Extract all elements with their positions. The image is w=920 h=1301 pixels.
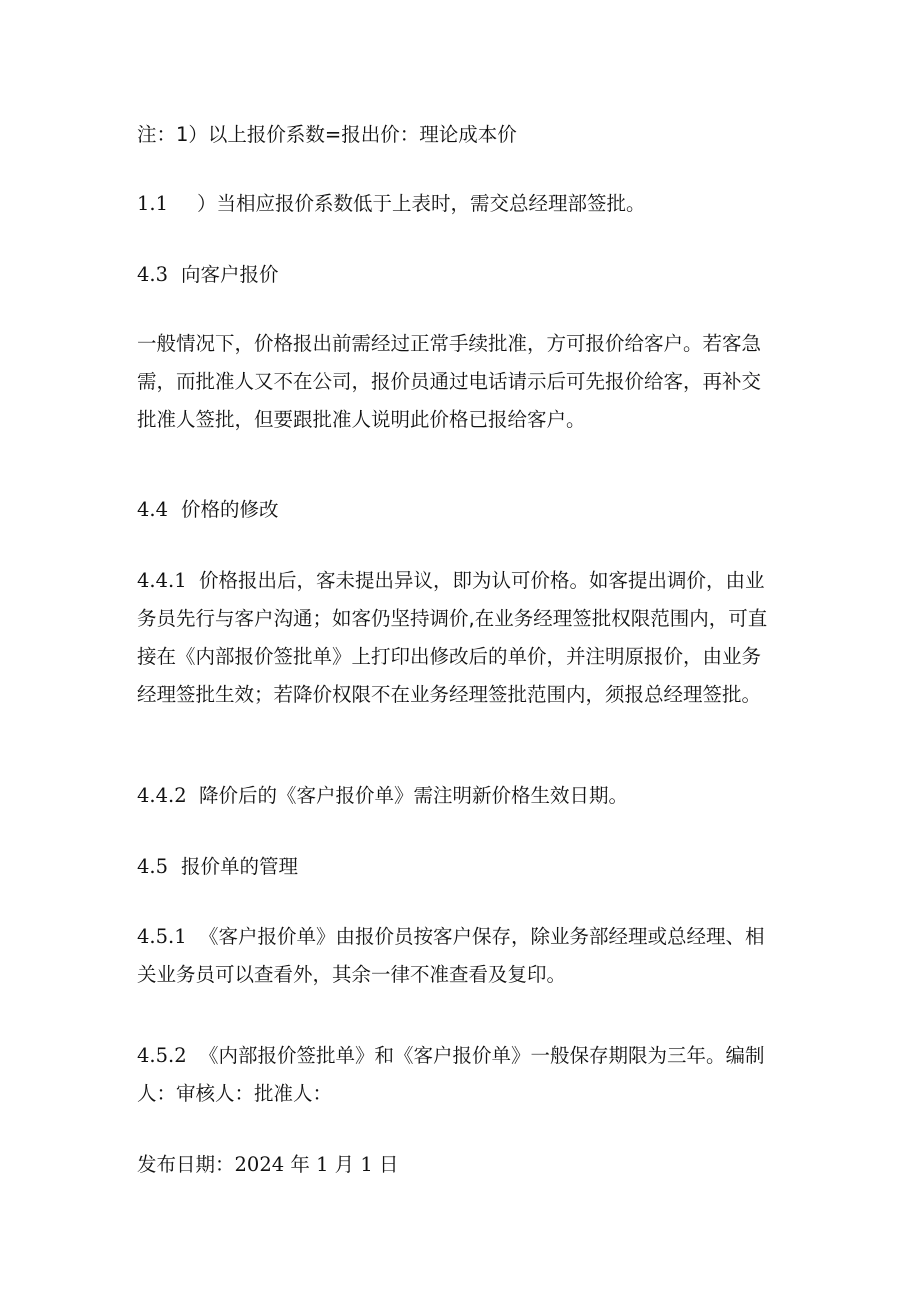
paragraph-4-5-2: [137, 1037, 787, 1113]
paragraph-line: 接在《内部报价签批单》上打印出修改后的单价，并注明原报价，由业务: [137, 645, 762, 668]
section-heading-4-4: [137, 491, 787, 529]
section-number: 4.5: [137, 855, 169, 878]
item-text: ）当相应报价系数低于上表时，需交总经理部签批。: [197, 192, 646, 215]
section-title: 价格的修改: [181, 498, 279, 521]
paragraph-line: [137, 918, 787, 956]
note-text: 注：1）以上报价系数=报出价：理论成本价: [137, 123, 517, 146]
signature-line: 人：审核人：批准人：: [137, 1082, 333, 1105]
paragraph-line: 关业务员可以查看外，其余一律不准查看及复印。: [137, 963, 567, 986]
publish-day: 1: [360, 1153, 373, 1176]
section-number: 4.3: [137, 263, 169, 286]
section-heading-4-5: [137, 848, 787, 886]
month-unit: 月: [328, 1153, 361, 1176]
section-number: 4.4: [137, 498, 169, 521]
publish-date: [137, 1146, 787, 1184]
paragraph-text: 价格报出后，客未提出异议，即为认可价格。如客提出调价，由业: [199, 569, 765, 592]
publish-month: 1: [316, 1153, 329, 1176]
paragraph-line: 一般情况下，价格报出前需经过正常手续批准，方可报价给客户。若客急: [137, 332, 762, 355]
paragraph-line: [137, 1037, 787, 1075]
paragraph-line: 经理签批生效；若降价权限不在业务经理签批范围内，须报总经理签批。: [137, 683, 762, 706]
paragraph-line: [137, 562, 787, 600]
paragraph-4-5-1: [137, 918, 787, 994]
section-heading-4-3: [137, 256, 787, 294]
item-1-1: [137, 185, 787, 223]
paragraph-line: 批准人签批，但要跟批准人说明此价格已报给客户。: [137, 408, 586, 431]
section-title: 向客户报价: [181, 263, 279, 286]
section-title: 报价单的管理: [181, 855, 299, 878]
clause-number: 4.4.2: [137, 784, 187, 807]
clause-number: 4.5.2: [137, 1044, 187, 1067]
note-line: [137, 116, 787, 154]
item-number: 1.1: [137, 192, 169, 215]
clause-number: 4.5.1: [137, 925, 187, 948]
clause-number: 4.4.1: [137, 569, 187, 592]
publish-date-label: 发布日期：: [137, 1153, 235, 1176]
paragraph-4-3: [137, 325, 787, 439]
paragraph-text: 《客户报价单》由报价员按客户保存，除业务部经理或总经理、相: [199, 925, 765, 948]
day-unit: 日: [372, 1153, 399, 1176]
paragraph-text: 《内部报价签批单》和《客户报价单》一般保存期限为三年。编制: [199, 1044, 765, 1067]
publish-year: 2024: [234, 1153, 285, 1176]
paragraph-4-4-1: [137, 562, 787, 714]
paragraph-text: 降价后的《客户报价单》需注明新价格生效日期。: [199, 784, 629, 807]
paragraph-4-4-2: [137, 777, 787, 815]
paragraph-line: 需，而批准人又不在公司，报价员通过电话请示后可先报价给客，再补交: [137, 370, 762, 393]
paragraph-line: 务员先行与客户沟通；如客仍坚持调价,在业务经理签批权限范围内，可直: [137, 607, 768, 630]
year-unit: 年: [284, 1153, 317, 1176]
